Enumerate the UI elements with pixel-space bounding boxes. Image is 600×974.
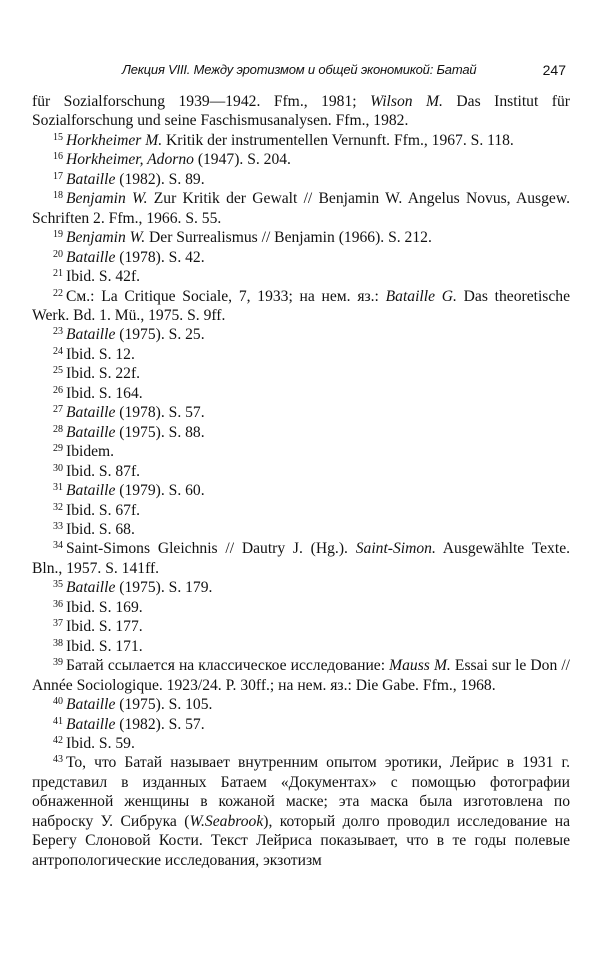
footnote-text: Kritik der instrumentellen Vernunft. Ffm., 1967. S. 118. xyxy=(162,131,514,149)
footnote-number: 18 xyxy=(53,190,63,202)
footnote-number: 21 xyxy=(53,268,63,280)
author-name: Bataille xyxy=(66,248,116,266)
footnote-number: 36 xyxy=(53,598,63,610)
footnote-number: 41 xyxy=(53,715,63,727)
footnote xyxy=(32,753,570,870)
footnote xyxy=(32,267,570,286)
author-name: Benjamin W. xyxy=(66,229,146,247)
footnote-text: Saint-Simons Gleichnis // Dautry J. (Hg.). xyxy=(66,540,356,558)
footnote xyxy=(32,150,570,169)
author-name: W.Seabrook xyxy=(189,812,264,830)
footnote xyxy=(32,170,570,189)
footnote xyxy=(32,92,570,131)
footnote-text: Ibid. S. 177. xyxy=(66,618,143,636)
footnote xyxy=(32,384,570,403)
footnote xyxy=(32,520,570,539)
footnote xyxy=(32,345,570,364)
footnote xyxy=(32,423,570,442)
footnote-number: 26 xyxy=(53,384,63,396)
footnotes-list xyxy=(32,92,570,870)
footnote-text: Das Institut für Sozialforschung und seine Faschismusanalysen. Ffm., 1982. xyxy=(32,93,570,130)
footnote-number: 28 xyxy=(53,423,63,435)
author-name: Mauss M. xyxy=(389,657,451,675)
footnote-text: Ibid. S. 169. xyxy=(66,598,143,616)
author-name: Bataille G. xyxy=(385,287,457,305)
author-name: Benjamin W. xyxy=(66,190,148,208)
footnote xyxy=(32,481,570,500)
footnote-text: Ibidem. xyxy=(66,443,115,461)
footnote xyxy=(32,715,570,734)
footnote-text: Ibid. S. 164. xyxy=(66,384,143,402)
footnote-text: (1982). S. 57. xyxy=(115,715,205,733)
footnote-number: 19 xyxy=(53,229,63,241)
footnote-text: (1947). S. 204. xyxy=(193,151,291,169)
footnote-text: Ibid. S. 67f. xyxy=(66,501,141,519)
footnote-text: Ibid. S. 68. xyxy=(66,520,135,538)
footnote-text: Ibid. S. 22f. xyxy=(66,365,141,383)
footnote-text: (1975). S. 88. xyxy=(115,423,205,441)
footnote-text: Ibid. S. 42f. xyxy=(66,268,141,286)
footnote-number: 34 xyxy=(53,540,63,552)
footnote-text: (1979). S. 60. xyxy=(115,482,205,500)
author-name: Bataille xyxy=(66,696,116,714)
footnote-number: 37 xyxy=(53,618,63,630)
footnote xyxy=(32,403,570,422)
footnote-number: 42 xyxy=(53,734,63,746)
footnote xyxy=(32,364,570,383)
footnote xyxy=(32,131,570,150)
author-name: Horkheimer M. xyxy=(66,131,163,149)
footnote xyxy=(32,598,570,617)
footnote xyxy=(32,578,570,597)
footnote xyxy=(32,325,570,344)
footnote-number: 29 xyxy=(53,443,63,455)
footnote-text: Das theoretische Werk. Bd. 1. Mü., 1975. S. 9ff. xyxy=(32,287,570,324)
footnote-number: 31 xyxy=(53,482,63,494)
footnote-text: Ausgewählte Texte. Bln., 1957. S. 141ff. xyxy=(32,540,571,577)
footnote xyxy=(32,501,570,520)
footnote-text: (1975). S. 179. xyxy=(115,579,213,597)
footnote-number: 40 xyxy=(53,696,63,708)
footnote-number: 17 xyxy=(53,170,63,182)
footnote-number: 20 xyxy=(53,248,63,260)
footnote-text: Essai sur le Don // Année Sociologique. 1923/24. P. 30ff.; на нем. яз.: Die Gabe. Ffm., 1968. xyxy=(32,657,570,694)
footnote xyxy=(32,248,570,267)
footnote-text: für Sozialforschung 1939—1942. Ffm., 1981; xyxy=(32,93,371,110)
author-name: Bataille xyxy=(66,326,116,344)
footnote-text: Der Surrealismus // Benjamin (1966). S. 212. xyxy=(145,229,432,247)
footnote-text: (1982). S. 89. xyxy=(115,170,205,188)
footnote-number: 43 xyxy=(53,754,63,766)
footnote xyxy=(32,442,570,461)
footnote xyxy=(32,695,570,714)
footnote-text: (1978). S. 57. xyxy=(115,404,205,422)
author-name: Bataille xyxy=(66,715,116,733)
footnote xyxy=(32,189,570,228)
footnote-text: Батай ссылается на классическое исследование: xyxy=(66,657,390,675)
footnote-text: Ibid. S. 12. xyxy=(66,345,135,363)
author-name: Bataille xyxy=(66,170,116,188)
footnote-number: 24 xyxy=(53,345,63,357)
footnote xyxy=(32,734,570,753)
footnote-number: 25 xyxy=(53,365,63,377)
footnote-text: ), который долго проводил исследование на Берегу Слоновой Кости. Текст Лейриса показывает, что в те годы полевые антропологические исследования, экзотизм xyxy=(32,812,570,869)
footnote xyxy=(32,462,570,481)
footnote-text: Ibid. S. 87f. xyxy=(66,462,141,480)
footnote-number: 33 xyxy=(53,520,63,532)
footnote xyxy=(32,228,570,247)
author-name: Bataille xyxy=(66,482,116,500)
footnote-number: 16 xyxy=(53,151,63,163)
footnote-number: 15 xyxy=(53,131,63,143)
author-name: Bataille xyxy=(66,404,116,422)
footnote xyxy=(32,617,570,636)
footnote-text: Ibid. S. 59. xyxy=(66,734,135,752)
author-name: Wilson M. xyxy=(370,93,443,110)
footnote-number: 23 xyxy=(53,326,63,338)
author-name: Saint-Simon. xyxy=(355,540,436,558)
footnote-number: 32 xyxy=(53,501,63,513)
footnote-text: (1975). S. 25. xyxy=(115,326,205,344)
footnote-text: (1975). S. 105. xyxy=(115,696,213,714)
footnote-text: Zur Kritik der Gewalt // Benjamin W. Angelus Novus, Ausgew. Schriften 2. Ffm., 1966. S. 55. xyxy=(32,190,570,227)
author-name: Bataille xyxy=(66,423,116,441)
page-header xyxy=(30,62,570,82)
footnote xyxy=(32,287,570,326)
footnote-text: См.: La Critique Sociale, 7, 1933; на нем. яз.: xyxy=(66,287,386,305)
footnote-number: 39 xyxy=(53,657,63,669)
footnote xyxy=(32,539,570,578)
footnote-text: Ibid. S. 171. xyxy=(66,637,143,655)
footnote-text: (1978). S. 42. xyxy=(115,248,205,266)
footnote xyxy=(32,656,570,695)
footnote-text: То, что Батай называет внутренним опытом эротики, Лейрис в 1931 г. представил в изданных Батаем «Документах» с помощью фотографии обнаженной женщины в кожаной маске; эта маска была изготовлена по наброску У. Сибрука ( xyxy=(32,754,570,830)
author-name: Bataille xyxy=(66,579,116,597)
footnote-number: 35 xyxy=(53,579,63,591)
running-title: Лекция VIII. Между эротизмом и общей экономикой: Батай xyxy=(122,62,477,77)
footnote-number: 27 xyxy=(53,404,63,416)
footnote-number: 30 xyxy=(53,462,63,474)
footnote-number: 38 xyxy=(53,637,63,649)
page-number: 247 xyxy=(542,62,566,78)
footnote xyxy=(32,637,570,656)
author-name: Horkheimer, Adorno xyxy=(66,151,194,169)
footnote-number: 22 xyxy=(53,287,63,299)
